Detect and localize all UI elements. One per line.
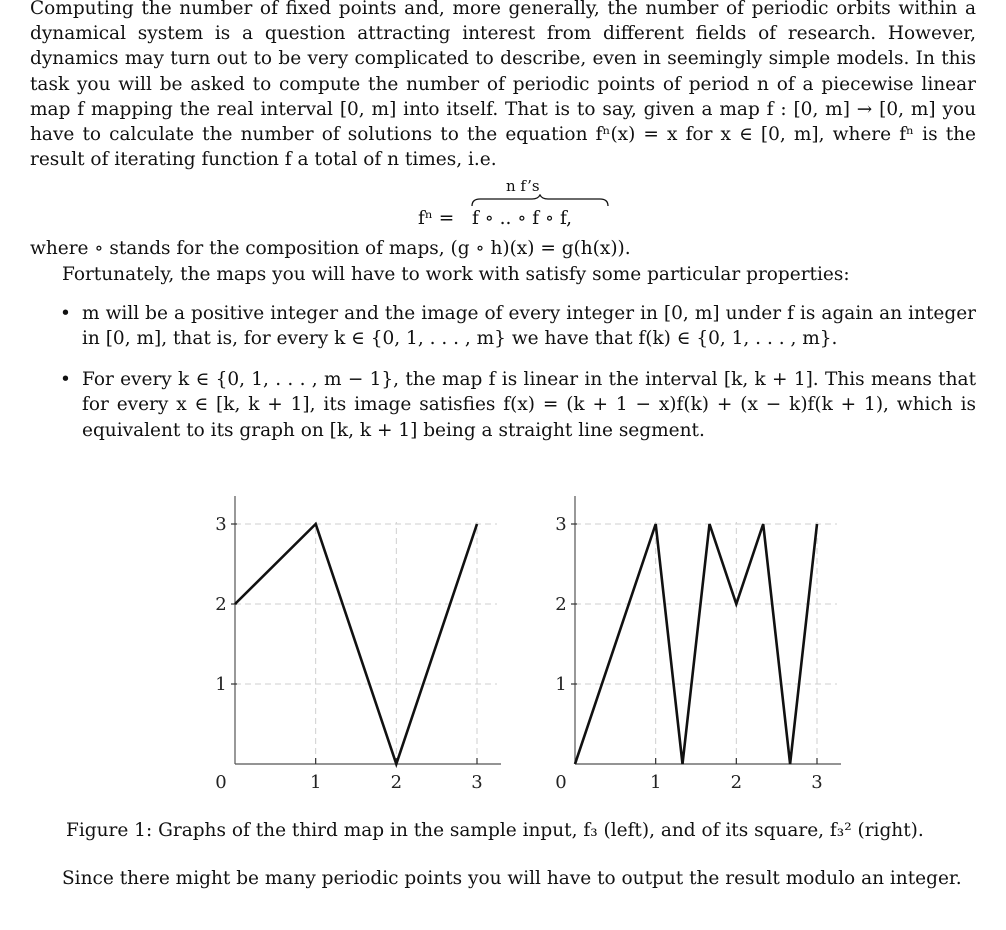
bullet: • — [60, 369, 71, 391]
bullet: • — [60, 302, 71, 324]
fortunately-paragraph: Fortunately, the maps you will have to work with satisfy some particular properties: — [62, 263, 850, 285]
property-text: m will be a positive integer and the image of every integer in [0, m] under f is again an integer in [0, m], that is, for every k ∈ {0, 1, . . . , m} we have that f(k) ∈ {0, 1, . . . , m}. — [82, 302, 976, 350]
final-paragraph: Since there might be many periodic points you will have to output the result modulo an integer. — [62, 868, 962, 889]
y-tick-label: 3 — [555, 514, 567, 535]
series-line — [575, 524, 817, 764]
equation-lhs: fⁿ = — [418, 208, 455, 230]
x-tick-label: 1 — [649, 772, 662, 793]
equation-rhs: f ∘ .. ∘ f ∘ f, — [472, 208, 573, 230]
list-item — [30, 301, 976, 351]
composition-equation — [30, 172, 976, 236]
figure-caption: Figure 1: Graphs of the third map in the sample input, f₃ (left), and of its square, f₃² (right). — [66, 820, 924, 841]
x-tick-label: 0 — [555, 772, 567, 793]
x-tick-label: 0 — [215, 772, 227, 793]
y-tick-label: 2 — [215, 594, 227, 615]
composition-note: where ∘ stands for the composition of maps, (g ∘ h)(x) = g(h(x)). — [30, 238, 631, 260]
chart-f3 — [170, 496, 510, 806]
properties-list — [30, 301, 976, 443]
list-item — [30, 367, 976, 443]
intro-paragraph: Computing the number of fixed points and, more generally, the number of periodic orbits within a dynamical system is a question attracting interest from different fields of research. However, dynamics may turn out to be very complicated to describe, even in seemingly simple models. In this task you will be asked to compute the number of periodic points of period n of a piecewise linear map f mapping the real interval [0, m] into itself. That is to say, given a map f : [0, m] → [0, m] you have to calculate the number of solutions to the equation fⁿ(x) = x for x ∈ [0, m], where fⁿ is the result of iterating function f a total of n times, i.e. — [30, 0, 976, 171]
chart-f3-squared — [510, 496, 850, 806]
y-tick-label: 2 — [555, 594, 567, 615]
y-tick-label: 1 — [555, 674, 567, 695]
problem-statement — [30, 0, 976, 889]
brace-label: n f’s — [506, 177, 540, 196]
x-tick-label: 2 — [390, 772, 403, 793]
x-tick-label: 2 — [730, 772, 743, 793]
y-tick-label: 3 — [215, 514, 227, 535]
property-text: For every k ∈ {0, 1, . . . , m − 1}, the map f is linear in the interval [k, k + 1]. This means that for every x ∈ [k, k + 1], its image satisfies f(x) = (k + 1 − x)f(k) + (x − k)f(k + 1), which is equivalent to its graph on [k, k + 1] being a straight line segment. — [82, 369, 976, 441]
y-tick-label: 1 — [215, 674, 227, 695]
figure-1 — [30, 496, 976, 816]
series-line — [235, 524, 477, 764]
x-tick-label: 3 — [811, 772, 823, 793]
x-tick-label: 1 — [309, 772, 322, 793]
x-tick-label: 3 — [471, 772, 483, 793]
